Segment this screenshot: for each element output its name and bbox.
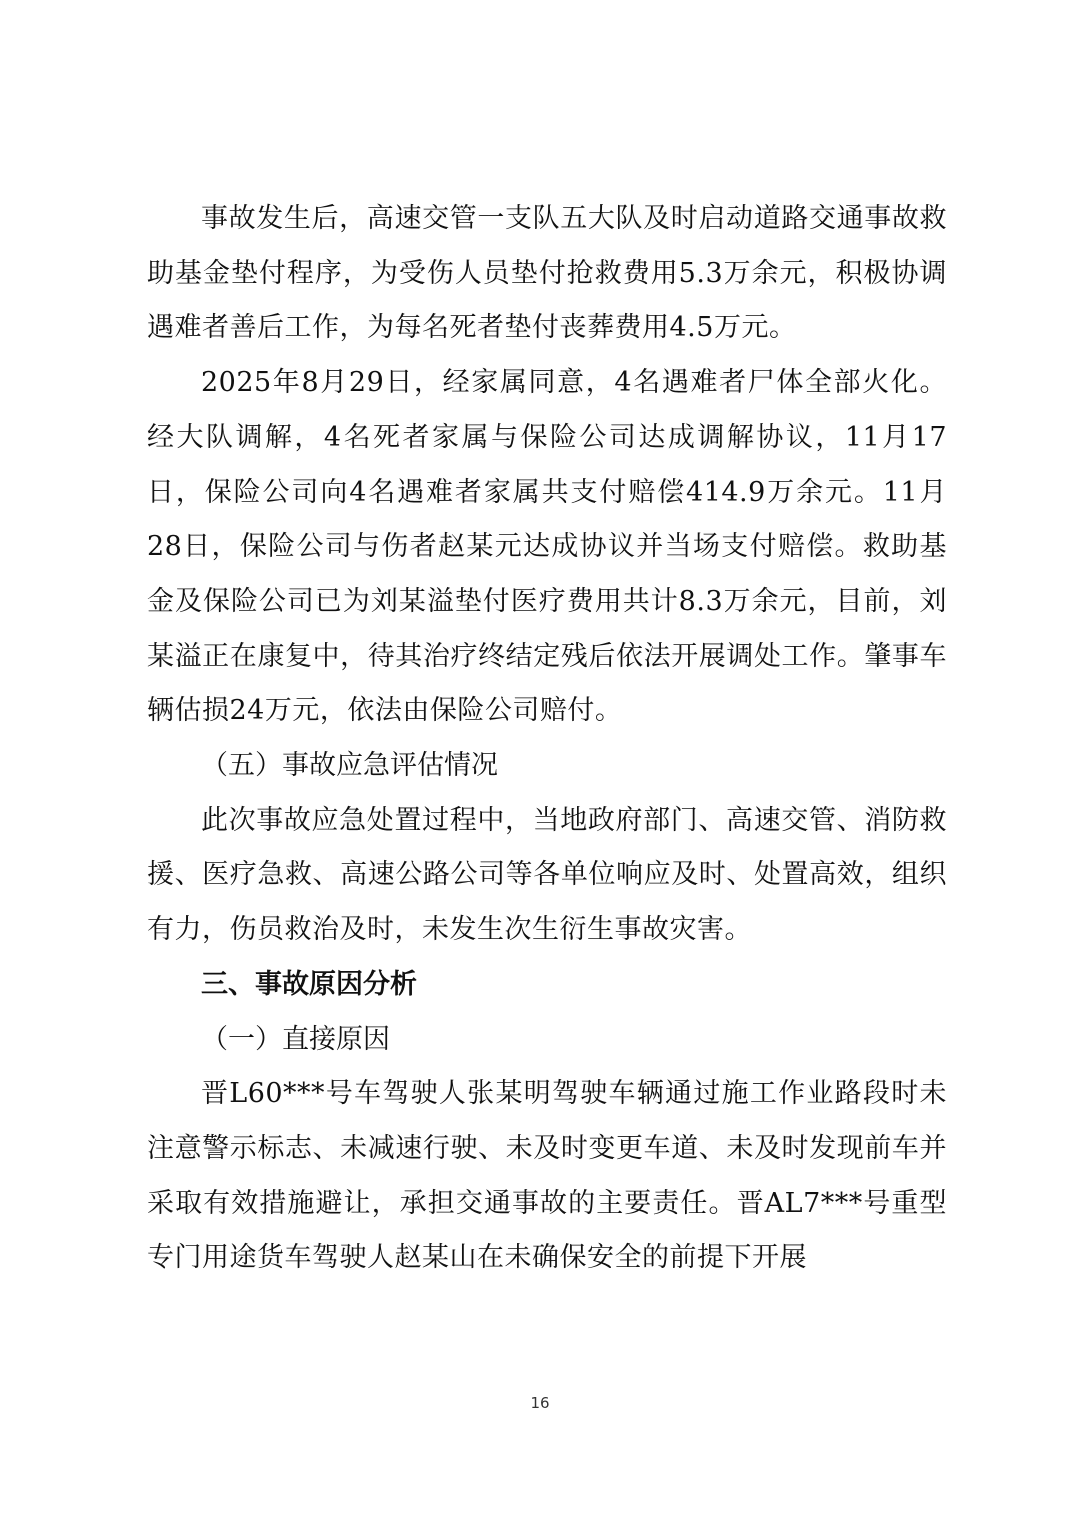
page-number: 16	[530, 1394, 550, 1412]
page-body	[147, 192, 947, 1286]
paragraph-compensation: 2025年8月29日，经家属同意，4名遇难者尸体全部火化。经大队调解，4名死者家属与保险公司达成调解协议，11月17日，保险公司向4名遇难者家属共支付赔偿414.9万余元。11月28日，保险公司与伤者赵某元达成协议并当场支付赔偿。救助基金及保险公司已为刘某溢垫付医疗费用共计8.3万余元，目前，刘某溢正在康复中，待其治疗终结定残后依法开展调处工作。肇事车辆估损24万元，依法由保险公司赔付。	[147, 367, 947, 727]
paragraph-direct-cause: 晋L60***号车驾驶人张某明驾驶车辆通过施工作业路段时未注意警示标志、未减速行驶、未及时变更车道、未及时发现前车并采取有效措施避让，承担交通事故的主要责任。晋AL7***号重型专门用途货车驾驶人赵某山在未确保安全的前提下开展	[147, 1078, 947, 1274]
subheading-direct-cause: （一）直接原因	[201, 1023, 390, 1055]
subheading-emergency-assessment: （五）事故应急评估情况	[201, 750, 498, 782]
paragraph-aid-fund: 事故发生后，高速交管一支队五大队及时启动道路交通事故救助基金垫付程序，为受伤人员垫付抢救费用5.3万余元，积极协调遇难者善后工作，为每名死者垫付丧葬费用4.5万元。	[147, 203, 947, 344]
paragraph-emergency-response: 此次事故应急处置过程中，当地政府部门、高速交管、消防救援、医疗急救、高速公路公司等各单位响应及时、处置高效，组织有力，伤员救治及时，未发生次生衍生事故灾害。	[147, 804, 947, 946]
section-heading-cause-analysis: 三、事故原因分析	[201, 968, 417, 1000]
